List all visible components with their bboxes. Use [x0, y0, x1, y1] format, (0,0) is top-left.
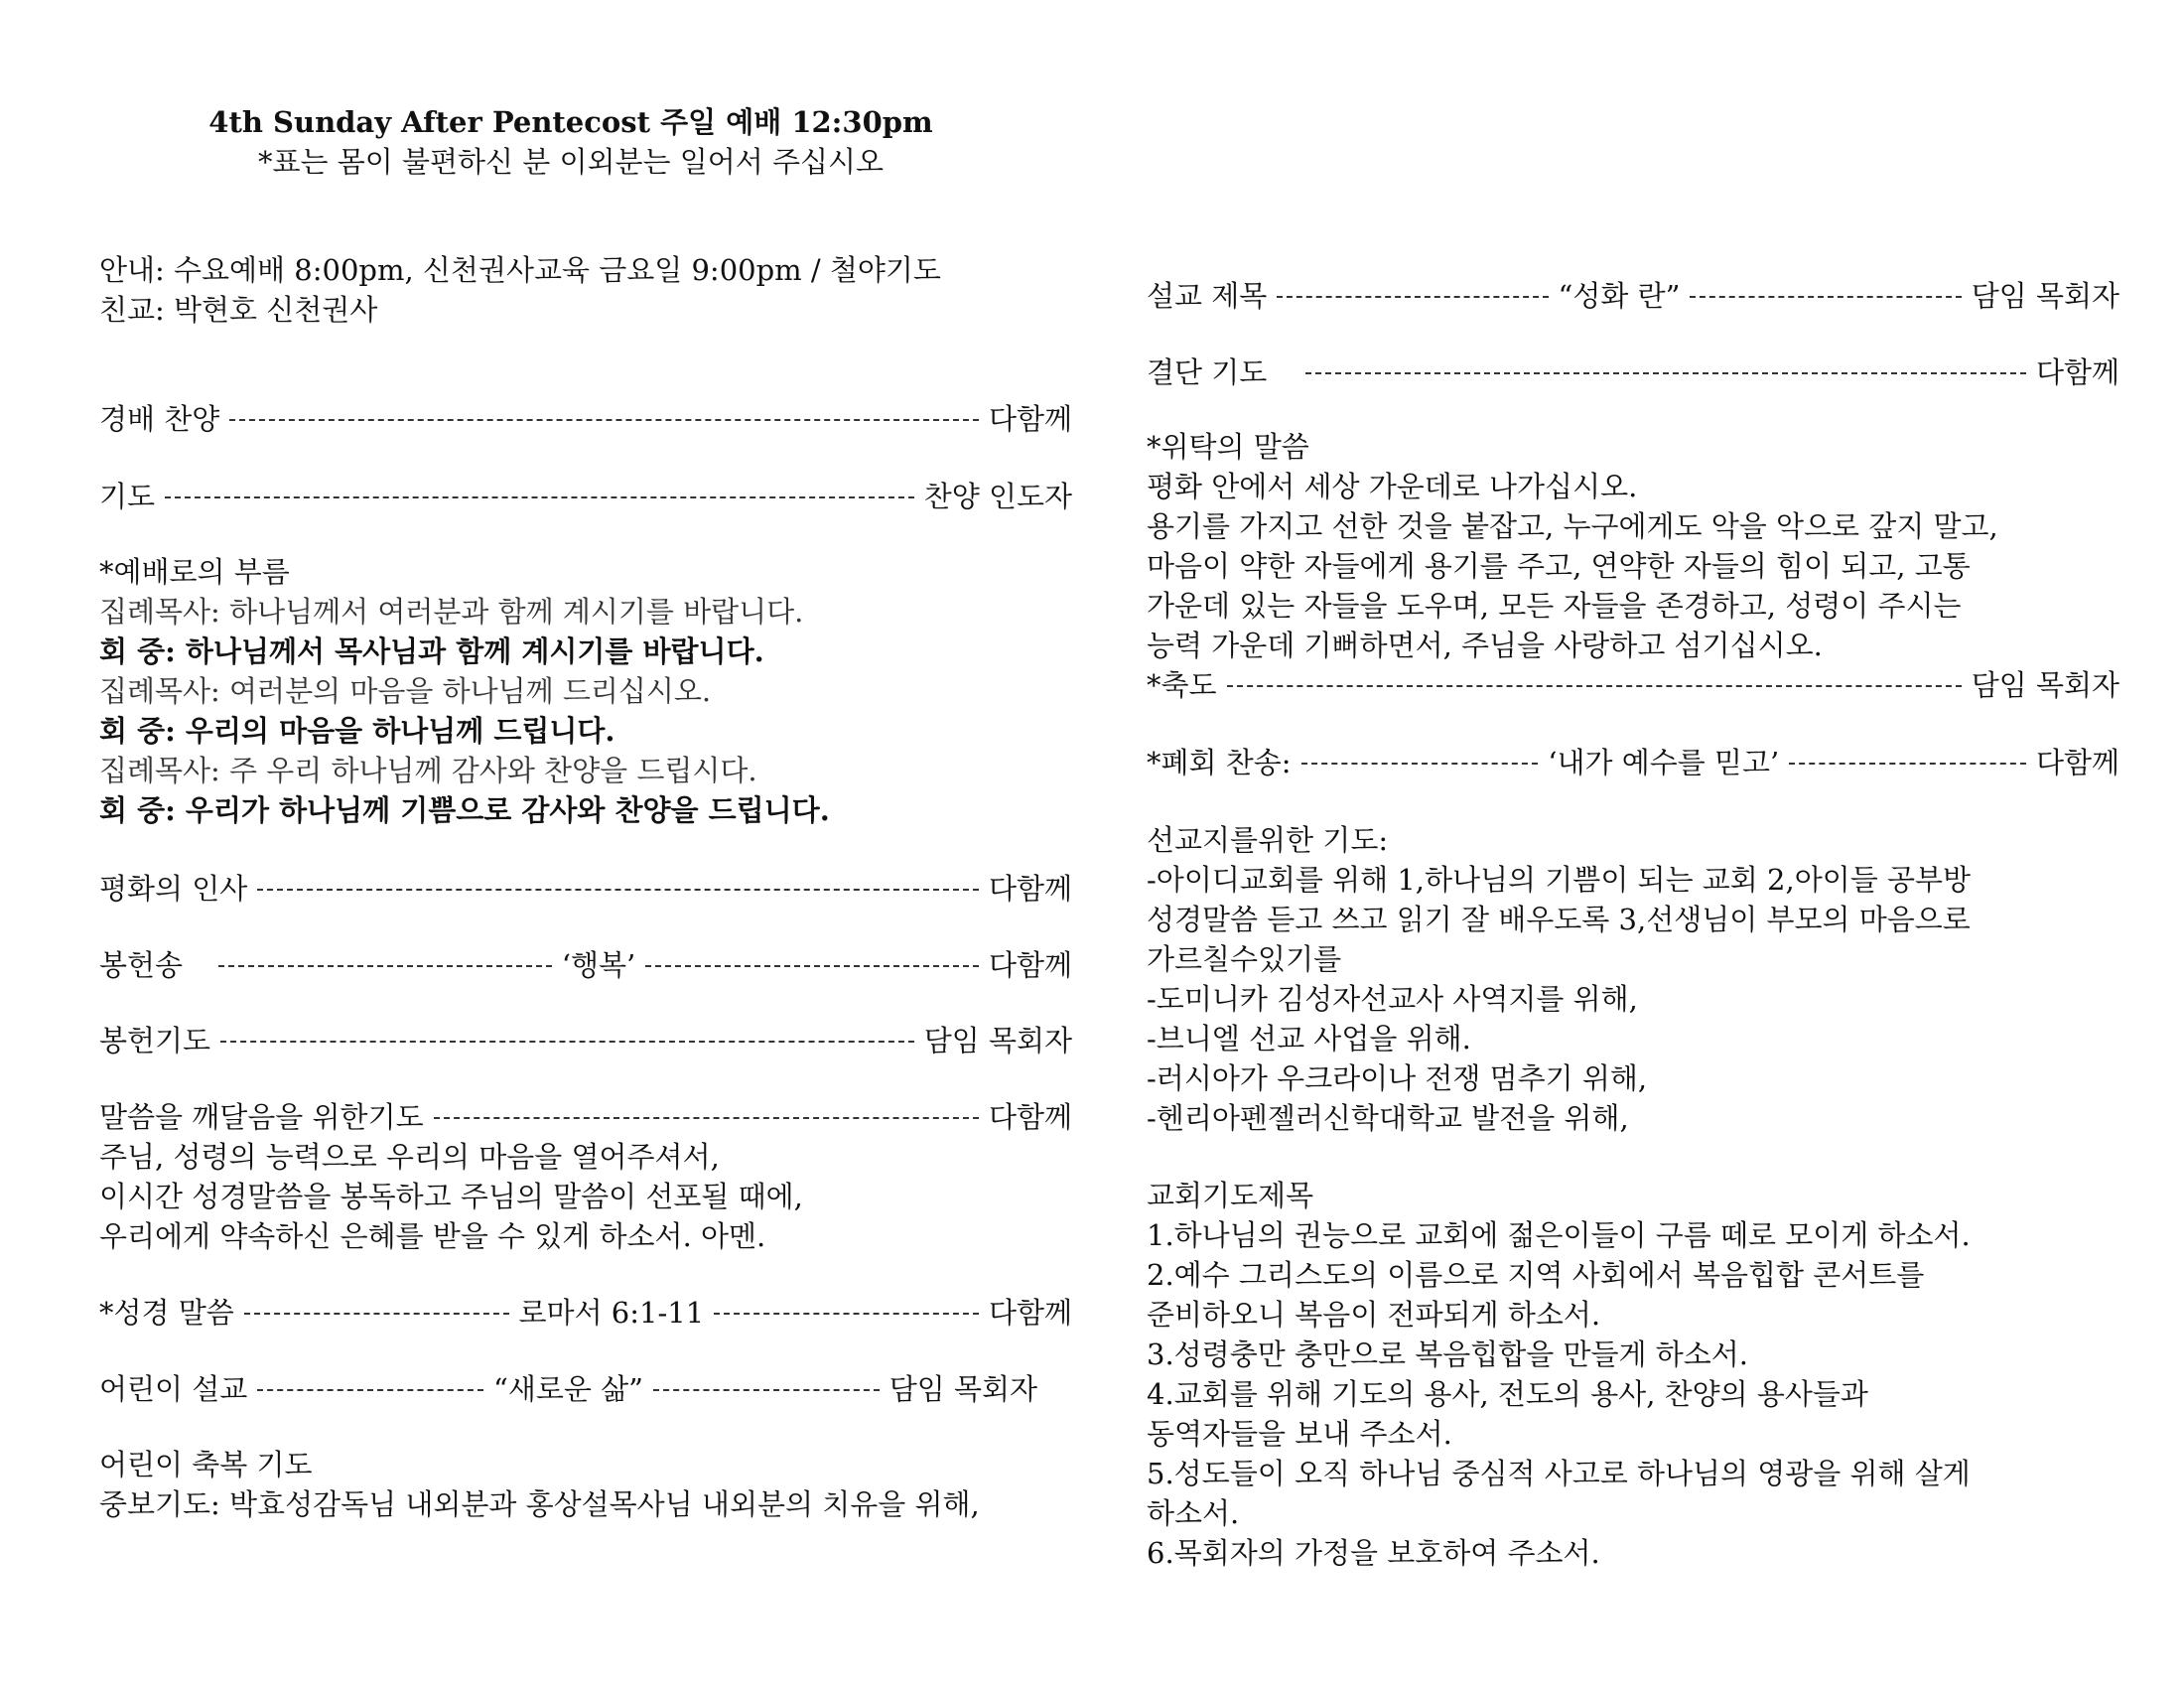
scripture-resp: 다함께 — [988, 1296, 1072, 1330]
mission-line: -아이디교회를 위해 1,하나님의 기쁨이 되는 교회 2,아이들 공부방 — [1147, 863, 1972, 897]
leader-dots — [1301, 763, 1539, 765]
liturgy-line: 회 중: 우리의 마음을 하나님께 드립니다. — [99, 714, 615, 748]
bulletin-title: 4th Sunday After Pentecost 주일 예배 12:30pm — [208, 105, 933, 139]
sermon-row — [1147, 276, 2119, 316]
church-prayer-line: 1.하나님의 권능으로 교회에 젊은이들이 구름 떼로 모이게 하소서. — [1147, 1218, 1971, 1252]
liturgy-line: 회 중: 하나님께서 목사님과 함께 계시기를 바랍니다. — [99, 634, 764, 668]
scripture-row — [99, 1293, 1072, 1333]
praise-resp: 다함께 — [988, 402, 1072, 436]
leader-dots — [165, 496, 914, 498]
illumination-line: 이시간 성경말씀을 봉독하고 주님의 말씀이 선포될 때에, — [99, 1180, 803, 1213]
illumination-line: 우리에게 약속하신 은혜를 받을 수 있게 하소서. 아멘. — [99, 1219, 766, 1253]
closing-hymn-label: *폐회 찬송: — [1147, 746, 1292, 779]
intercession: 중보기도: 박효성감독님 내외분과 홍상설목사님 내외분의 치유을 위해, — [99, 1487, 980, 1521]
sermon-title: “성화 란” — [1558, 279, 1681, 313]
church-prayer-line: 5.성도들이 오직 하나님 중심적 사고로 하나님의 영광을 위해 살게 — [1147, 1457, 1971, 1490]
church-prayer-heading: 교회기도제목 — [1147, 1179, 1314, 1212]
closing-hymn-resp: 다함께 — [2035, 746, 2120, 779]
leader-dots — [434, 1117, 979, 1119]
church-prayer-line: 하소서. — [1147, 1496, 1240, 1530]
notice: 안내: 수요예배 8:00pm, 신천권사교육 금요일 9:00pm / 철야기도 — [99, 253, 941, 287]
benediction-resp: 담임 목회자 — [1971, 668, 2119, 702]
commission-line: 가운데 있는 자들을 도우며, 모든 자들을 존경하고, 성령이 주시는 — [1147, 589, 1962, 623]
leader-dots — [218, 965, 552, 967]
benediction-label: *축도 — [1147, 668, 1217, 702]
offering-prayer-label: 봉헌기도 — [99, 1024, 211, 1057]
leader-dots — [645, 965, 979, 967]
offertory-resp: 다함께 — [988, 948, 1073, 982]
illumination-label: 말씀을 깨달음을 위한기도 — [99, 1100, 424, 1134]
offering-prayer-resp: 담임 목회자 — [923, 1024, 1072, 1057]
prayer-label: 기도 — [99, 480, 156, 513]
church-prayer-line: 준비하오니 복음이 전파되게 하소서. — [1147, 1298, 1601, 1332]
praise-row — [99, 399, 1072, 439]
leader-dots — [653, 1389, 880, 1391]
children-sermon-title: “새로운 삶” — [493, 1372, 643, 1406]
illumination-line: 주님, 성령의 능력으로 우리의 마음을 열어주셔서, — [99, 1140, 720, 1174]
standing-note: *표는 몸이 불편하신 분 이외분는 일어서 주십시오 — [257, 145, 885, 179]
liturgy-line: 집례목사: 여러분의 마음을 하나님께 드리십시오. — [99, 674, 712, 708]
closing-hymn-row — [1147, 743, 2119, 782]
leader-dots — [714, 1313, 979, 1315]
children-sermon-row — [99, 1369, 1037, 1409]
scripture-title: 로마서 6:1-11 — [518, 1296, 705, 1330]
peace-resp: 다함께 — [988, 872, 1072, 906]
children-sermon-label: 어린이 설교 — [99, 1372, 248, 1406]
closing-hymn-title: ‘내가 예수를 믿고’ — [1548, 746, 1780, 779]
decision-resp: 다함께 — [2035, 355, 2119, 389]
sermon-label: 설교 제목 — [1147, 279, 1268, 313]
commission-heading: *위탁의 말씀 — [1147, 430, 1309, 464]
leader-dots — [220, 1041, 914, 1043]
leader-dots — [244, 1313, 509, 1315]
decision-row — [1147, 352, 2119, 392]
sermon-resp: 담임 목회자 — [1971, 279, 2119, 313]
leader-dots — [257, 889, 979, 891]
mission-line: -헨리아펜젤러신학대학교 발전을 위해, — [1147, 1101, 1629, 1135]
mission-line: -러시아가 우크라이나 전쟁 멈추기 위해, — [1147, 1061, 1648, 1095]
leader-dots — [1690, 296, 1961, 298]
offertory-row — [99, 945, 1072, 985]
children-sermon-resp: 담임 목회자 — [888, 1372, 1037, 1406]
mission-line: -브니엘 선교 사업을 위해. — [1147, 1022, 1471, 1055]
illumination-row — [99, 1097, 1072, 1137]
leader-dots — [1277, 296, 1548, 298]
leader-dots — [229, 419, 979, 421]
mission-heading: 선교지를위한 기도: — [1147, 823, 1389, 857]
prayer-row — [99, 477, 1072, 516]
leader-dots — [1789, 763, 2026, 765]
church-prayer-line: 2.예수 그리스도의 이름으로 지역 사회에서 복음힙합 콘서트를 — [1147, 1258, 1925, 1292]
benediction-row — [1147, 665, 2119, 705]
illumination-resp: 다함께 — [988, 1100, 1072, 1134]
children-blessing: 어린이 축복 기도 — [99, 1448, 313, 1481]
praise-label: 경배 찬양 — [99, 402, 220, 436]
mission-line: -도미니카 김성자선교사 사역지를 위해, — [1147, 982, 1638, 1016]
call-to-worship-heading: *예배로의 부름 — [99, 555, 290, 589]
church-prayer-line: 6.목회자의 가정을 보호하여 주소서. — [1147, 1536, 1600, 1570]
liturgy-line: 집례목사: 하나님께서 여러분과 함께 계시기를 바랍니다. — [99, 595, 804, 629]
prayer-resp: 찬양 인도자 — [923, 480, 1072, 513]
decision-label: 결단 기도 — [1147, 355, 1268, 389]
church-prayer-line: 동역자들을 보내 주소서. — [1147, 1417, 1452, 1451]
mission-line: 가르칠수있기를 — [1147, 942, 1342, 976]
commission-line: 평화 안에서 세상 가운데로 나가십시오. — [1147, 470, 1638, 503]
liturgy-line: 집례목사: 주 우리 하나님께 감사와 찬양을 드립시다. — [99, 754, 757, 787]
commission-line: 용기를 가지고 선한 것을 붙잡고, 누구에게도 악을 악으로 갚지 말고, — [1147, 509, 1998, 543]
scripture-label: *성경 말씀 — [99, 1296, 234, 1330]
offertory-label: 봉헌송 — [99, 948, 184, 982]
liturgy-line: 회 중: 우리가 하나님께 기쁨으로 감사와 찬양을 드립니다. — [99, 793, 830, 827]
commission-line: 마음이 약한 자들에게 용기를 주고, 연약한 자들의 힘이 되고, 고통 — [1147, 549, 1971, 583]
peace-row — [99, 869, 1072, 909]
offertory-title: ‘행복’ — [561, 948, 636, 982]
peace-label: 평화의 인사 — [99, 872, 248, 906]
leader-dots — [1227, 685, 1962, 687]
fellowship: 친교: 박현호 신천권사 — [99, 293, 378, 327]
leader-dots — [1305, 372, 2026, 374]
church-prayer-line: 4.교회를 위해 기도의 용사, 전도의 용사, 찬양의 용사들과 — [1147, 1377, 1868, 1411]
church-prayer-line: 3.성령충만 충만으로 복음힙합을 만들게 하소서. — [1147, 1337, 1749, 1371]
offering-prayer-row — [99, 1021, 1072, 1060]
commission-line: 능력 가운데 기뻐하면서, 주님을 사랑하고 섬기십시오. — [1147, 629, 1823, 662]
mission-line: 성경말씀 듣고 쓰고 읽기 잘 배우도록 3,선생님이 부모의 마음으로 — [1147, 903, 1971, 936]
leader-dots — [257, 1389, 483, 1391]
